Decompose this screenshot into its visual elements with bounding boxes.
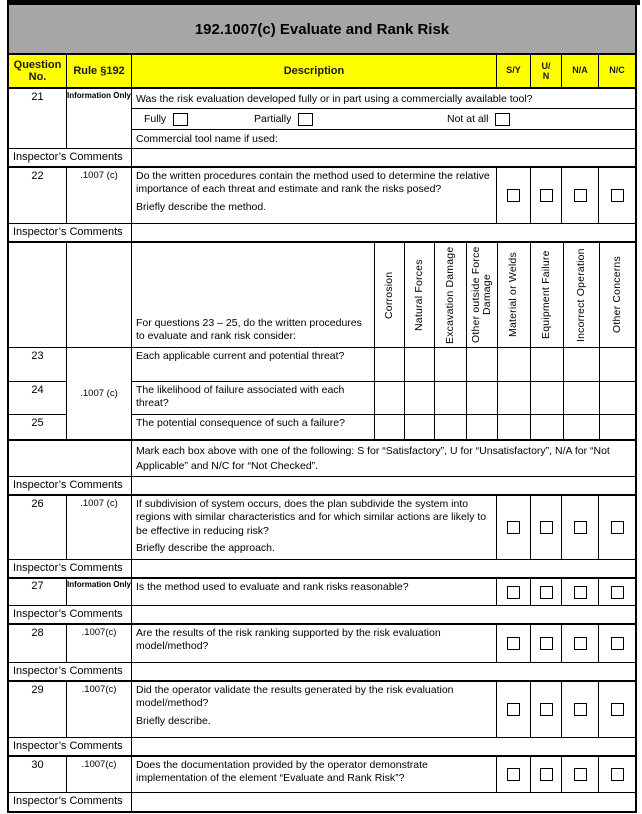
q29-not-applicable-cell — [562, 682, 599, 737]
q26-unsatisfactory-cell — [531, 496, 562, 559]
question-23-number: 23 — [9, 348, 66, 382]
satisfactory-checkbox[interactable] — [507, 189, 520, 202]
col-header-question-no: Question No. — [9, 55, 67, 87]
satisfactory-checkbox[interactable] — [507, 703, 520, 716]
option-fully-label: Fully — [144, 113, 167, 125]
satisfactory-checkbox[interactable] — [507, 768, 520, 781]
q28-satisfactory-cell — [497, 625, 531, 662]
inspector-comments-row-25 — [9, 477, 635, 496]
inspector-comments-row-22 — [9, 224, 635, 243]
question-27-text: Is the method used to evaluate and rank risks reasonable? — [136, 581, 409, 593]
threat-answer-cell[interactable] — [405, 382, 435, 415]
question-30-rule: .1007(c) — [67, 757, 132, 792]
not-applicable-checkbox[interactable] — [574, 637, 587, 650]
question-24-row — [132, 382, 635, 416]
question-29-number: 29 — [9, 682, 67, 737]
question-27-text-cell — [132, 579, 497, 605]
question-26-rule: .1007 (c) — [67, 496, 132, 559]
table-header-row — [9, 55, 635, 89]
tool-usage-options — [132, 109, 635, 130]
inspector-comments-field[interactable] — [132, 606, 635, 623]
threat-header-corrosion: Corrosion — [375, 243, 405, 347]
q26-not-checked-cell — [599, 496, 635, 559]
col-header-description: Description — [132, 55, 497, 87]
not-checked-checkbox[interactable] — [611, 768, 624, 781]
question-29-note: Briefly describe. — [136, 714, 211, 727]
question-27-number: 27 — [9, 579, 67, 605]
not-checked-checkbox[interactable] — [611, 703, 624, 716]
threat-header-other-outside-force: Other outside Force Damage — [467, 243, 498, 347]
threat-answer-cell[interactable] — [467, 382, 498, 415]
q27-not-applicable-cell — [562, 579, 599, 605]
question-21-content — [132, 89, 635, 148]
inspector-comments-field[interactable] — [132, 793, 635, 811]
question-24-text: The likelihood of failure associated with each threat? — [132, 382, 375, 415]
threat-answer-cell[interactable] — [375, 382, 405, 415]
unsatisfactory-checkbox[interactable] — [540, 637, 553, 650]
inspector-comments-field[interactable] — [132, 663, 635, 680]
inspector-comments-label: Inspector’s Comments — [9, 793, 132, 811]
not-applicable-checkbox[interactable] — [574, 586, 587, 599]
threat-answer-cell[interactable] — [405, 348, 435, 381]
question-29-rule: .1007(c) — [67, 682, 132, 737]
not-applicable-checkbox[interactable] — [574, 703, 587, 716]
commercial-tool-label: Commercial tool name if used: — [136, 133, 278, 145]
q22-satisfactory-cell — [497, 168, 531, 223]
threat-answer-cell[interactable] — [467, 415, 498, 439]
inspector-comments-label: Inspector’s Comments — [9, 606, 132, 623]
q30-unsatisfactory-cell — [531, 757, 562, 792]
question-23-row — [132, 348, 635, 382]
col-header-rule: Rule §192 — [67, 55, 132, 87]
q30-not-applicable-cell — [562, 757, 599, 792]
threat-answer-cell[interactable] — [435, 348, 467, 381]
question-25-row — [132, 415, 635, 439]
inspector-comments-label: Inspector’s Comments — [9, 560, 132, 577]
col-header-satisfactory: S/Y — [497, 55, 531, 87]
option-partially — [254, 113, 447, 126]
question-26-text-cell — [132, 496, 497, 559]
satisfactory-checkbox[interactable] — [507, 637, 520, 650]
col-header-not-checked: N/C — [609, 65, 625, 76]
threat-header-material-welds: Material or Welds — [498, 243, 531, 347]
q22-not-checked-cell — [599, 168, 635, 223]
commercial-tool-input[interactable] — [278, 130, 631, 148]
question-21-text: Was the risk evaluation developed fully or in part using a commercially available tool? — [132, 89, 635, 109]
inspector-comments-row-28 — [9, 663, 635, 682]
q28-unsatisfactory-cell — [531, 625, 562, 662]
question-28-text: Are the results of the risk ranking supported by the risk evaluation model/method? — [136, 627, 441, 653]
marking-instructions-row — [9, 441, 635, 477]
threat-answer-cell[interactable] — [600, 348, 635, 381]
threat-answer-cell[interactable] — [564, 415, 600, 439]
q27-satisfactory-cell — [497, 579, 531, 605]
threat-answer-cell[interactable] — [498, 415, 531, 439]
threat-answer-cell[interactable] — [435, 415, 467, 439]
threat-header-incorrect-operation: Incorrect Operation — [564, 243, 600, 347]
question-22-text: Do the written procedures contain the method used to determine the relative importance of each threat and estimate and rank the risks posed? — [136, 170, 490, 196]
questions-23-25-numbers — [9, 348, 67, 439]
threat-answer-cell[interactable] — [600, 382, 635, 415]
question-28-number: 28 — [9, 625, 67, 662]
option-not-at-all — [447, 113, 635, 126]
questions-23-25-rows — [132, 348, 635, 439]
threat-answer-cell[interactable] — [600, 415, 635, 439]
inspector-comments-field[interactable] — [132, 149, 635, 166]
q27-not-checked-cell — [599, 579, 635, 605]
question-22-row — [9, 168, 635, 224]
question-26-note: Briefly describe the approach. — [136, 542, 275, 555]
unsatisfactory-checkbox[interactable] — [540, 586, 553, 599]
threat-answer-cell[interactable] — [531, 382, 564, 415]
inspector-comments-field[interactable] — [132, 477, 635, 494]
question-29-text: Did the operator validate the results generated by the risk evaluation model/method? — [136, 684, 454, 710]
threat-answer-cell[interactable] — [467, 348, 498, 381]
threat-header-excavation-damage: Excavation Damage — [435, 243, 467, 347]
inspector-comments-row-29 — [9, 738, 635, 757]
not-checked-checkbox[interactable] — [611, 189, 624, 202]
form-title: 192.1007(c) Evaluate and Rank Risk — [194, 20, 450, 38]
form-title-bar — [9, 5, 635, 55]
question-27-row — [9, 579, 635, 606]
option-not-at-all-label: Not at all — [447, 113, 489, 125]
inspector-comments-label: Inspector’s Comments — [9, 663, 132, 680]
q22-not-applicable-cell — [562, 168, 599, 223]
inspector-comments-field[interactable] — [132, 224, 635, 241]
question-22-text-cell — [132, 168, 497, 223]
partially-checkbox[interactable] — [298, 113, 313, 126]
q30-satisfactory-cell — [497, 757, 531, 792]
q28-not-applicable-cell — [562, 625, 599, 662]
question-23-text: Each applicable current and potential threat? — [132, 348, 375, 381]
inspection-form — [7, 5, 637, 813]
q27-unsatisfactory-cell — [531, 579, 562, 605]
question-28-row — [9, 625, 635, 663]
questions-23-25-intro-cell — [132, 243, 375, 347]
threat-header-equipment-failure: Equipment Failure — [531, 243, 564, 347]
question-29-text-cell — [132, 682, 497, 737]
not-checked-checkbox[interactable] — [611, 637, 624, 650]
inspector-comments-row-21 — [9, 149, 635, 168]
option-fully — [132, 113, 254, 126]
threat-header-other-concerns: Other Concerns — [610, 256, 623, 334]
not-applicable-checkbox[interactable] — [574, 768, 587, 781]
inspector-comments-row-27 — [9, 606, 635, 625]
q28-not-checked-cell — [599, 625, 635, 662]
inspector-comments-label: Inspector’s Comments — [9, 224, 132, 241]
inspector-comments-label: Inspector’s Comments — [9, 149, 132, 166]
empty-question-cell — [9, 243, 67, 347]
threat-answer-cell[interactable] — [375, 348, 405, 381]
option-partially-label: Partially — [254, 113, 292, 125]
question-25-text: The potential consequence of such a failure? — [132, 415, 375, 439]
threat-answer-cell[interactable] — [498, 348, 531, 381]
not-checked-checkbox[interactable] — [611, 521, 624, 534]
commercial-tool-line — [132, 130, 635, 148]
question-30-text: Does the documentation provided by the operator demonstrate implementation of the element “Evaluate and Rank Risk”? — [136, 759, 428, 785]
inspector-comments-label: Inspector’s Comments — [9, 738, 132, 755]
q29-not-checked-cell — [599, 682, 635, 737]
threat-answer-cell[interactable] — [405, 415, 435, 439]
threat-header-natural-forces: Natural Forces — [405, 243, 435, 347]
threat-answer-cell[interactable] — [435, 382, 467, 415]
question-30-text-cell — [132, 757, 497, 792]
satisfactory-checkbox[interactable] — [507, 586, 520, 599]
question-21-number: 21 — [9, 89, 67, 148]
q26-satisfactory-cell — [497, 496, 531, 559]
unsatisfactory-checkbox[interactable] — [540, 703, 553, 716]
question-24-number: 24 — [9, 382, 66, 416]
questions-23-25-block — [9, 348, 635, 441]
questions-23-25-intro: For questions 23 – 25, do the written procedures to evaluate and rank risk consider: — [136, 316, 362, 343]
threat-answer-cell[interactable] — [531, 348, 564, 381]
unsatisfactory-checkbox[interactable] — [540, 768, 553, 781]
threat-answer-cell[interactable] — [375, 415, 405, 439]
question-26-text: If subdivision of system occurs, does the plan subdivide the system into regions with similar characteristics and for which similar actions are likely to be effective in reducing risk? — [136, 498, 487, 537]
question-21-rule: Information Only — [67, 89, 132, 148]
threat-answer-cell[interactable] — [564, 348, 600, 381]
question-26-row — [9, 496, 635, 560]
question-30-number: 30 — [9, 757, 67, 792]
question-22-note: Briefly describe the method. — [136, 200, 267, 213]
inspector-comments-field[interactable] — [132, 560, 635, 577]
threat-answer-cell[interactable] — [498, 382, 531, 415]
question-21-row — [9, 89, 635, 149]
threat-categories-header-row — [9, 243, 635, 348]
q22-unsatisfactory-cell — [531, 168, 562, 223]
inspector-comments-field[interactable] — [132, 738, 635, 755]
questions-23-25-rule: .1007 (c) — [67, 348, 132, 439]
question-29-row — [9, 682, 635, 738]
question-22-rule: .1007 (c) — [67, 168, 132, 223]
not-checked-checkbox[interactable] — [611, 586, 624, 599]
not-at-all-checkbox[interactable] — [495, 113, 510, 126]
threat-answer-cell[interactable] — [531, 415, 564, 439]
col-header-unsatisfactory: U/N — [531, 55, 562, 87]
q30-not-checked-cell — [599, 757, 635, 792]
unsatisfactory-checkbox[interactable] — [540, 189, 553, 202]
question-26-number: 26 — [9, 496, 67, 559]
q26-not-applicable-cell — [562, 496, 599, 559]
empty-left-cell — [9, 441, 132, 476]
question-25-number: 25 — [31, 417, 44, 430]
q29-satisfactory-cell — [497, 682, 531, 737]
question-27-rule: Information Only — [67, 579, 132, 605]
col-header-not-applicable: N/A — [562, 55, 599, 87]
question-30-row — [9, 757, 635, 793]
inspector-comments-row-30 — [9, 793, 635, 811]
marking-instructions: Mark each box above with one of the following: S for “Satisfactory”, U for “Unsatisfactory”, N/A for “Not Applicable” and N/C for “Not Checked”. — [136, 445, 610, 472]
empty-rule-cell — [67, 243, 132, 347]
unsatisfactory-checkbox[interactable] — [540, 521, 553, 534]
satisfactory-checkbox[interactable] — [507, 521, 520, 534]
inspector-comments-label: Inspector’s Comments — [9, 477, 132, 494]
not-applicable-checkbox[interactable] — [574, 521, 587, 534]
question-28-rule: .1007(c) — [67, 625, 132, 662]
fully-checkbox[interactable] — [173, 113, 188, 126]
not-applicable-checkbox[interactable] — [574, 189, 587, 202]
question-22-number: 22 — [9, 168, 67, 223]
inspector-comments-row-26 — [9, 560, 635, 579]
threat-answer-cell[interactable] — [564, 382, 600, 415]
question-28-text-cell — [132, 625, 497, 662]
q29-unsatisfactory-cell — [531, 682, 562, 737]
